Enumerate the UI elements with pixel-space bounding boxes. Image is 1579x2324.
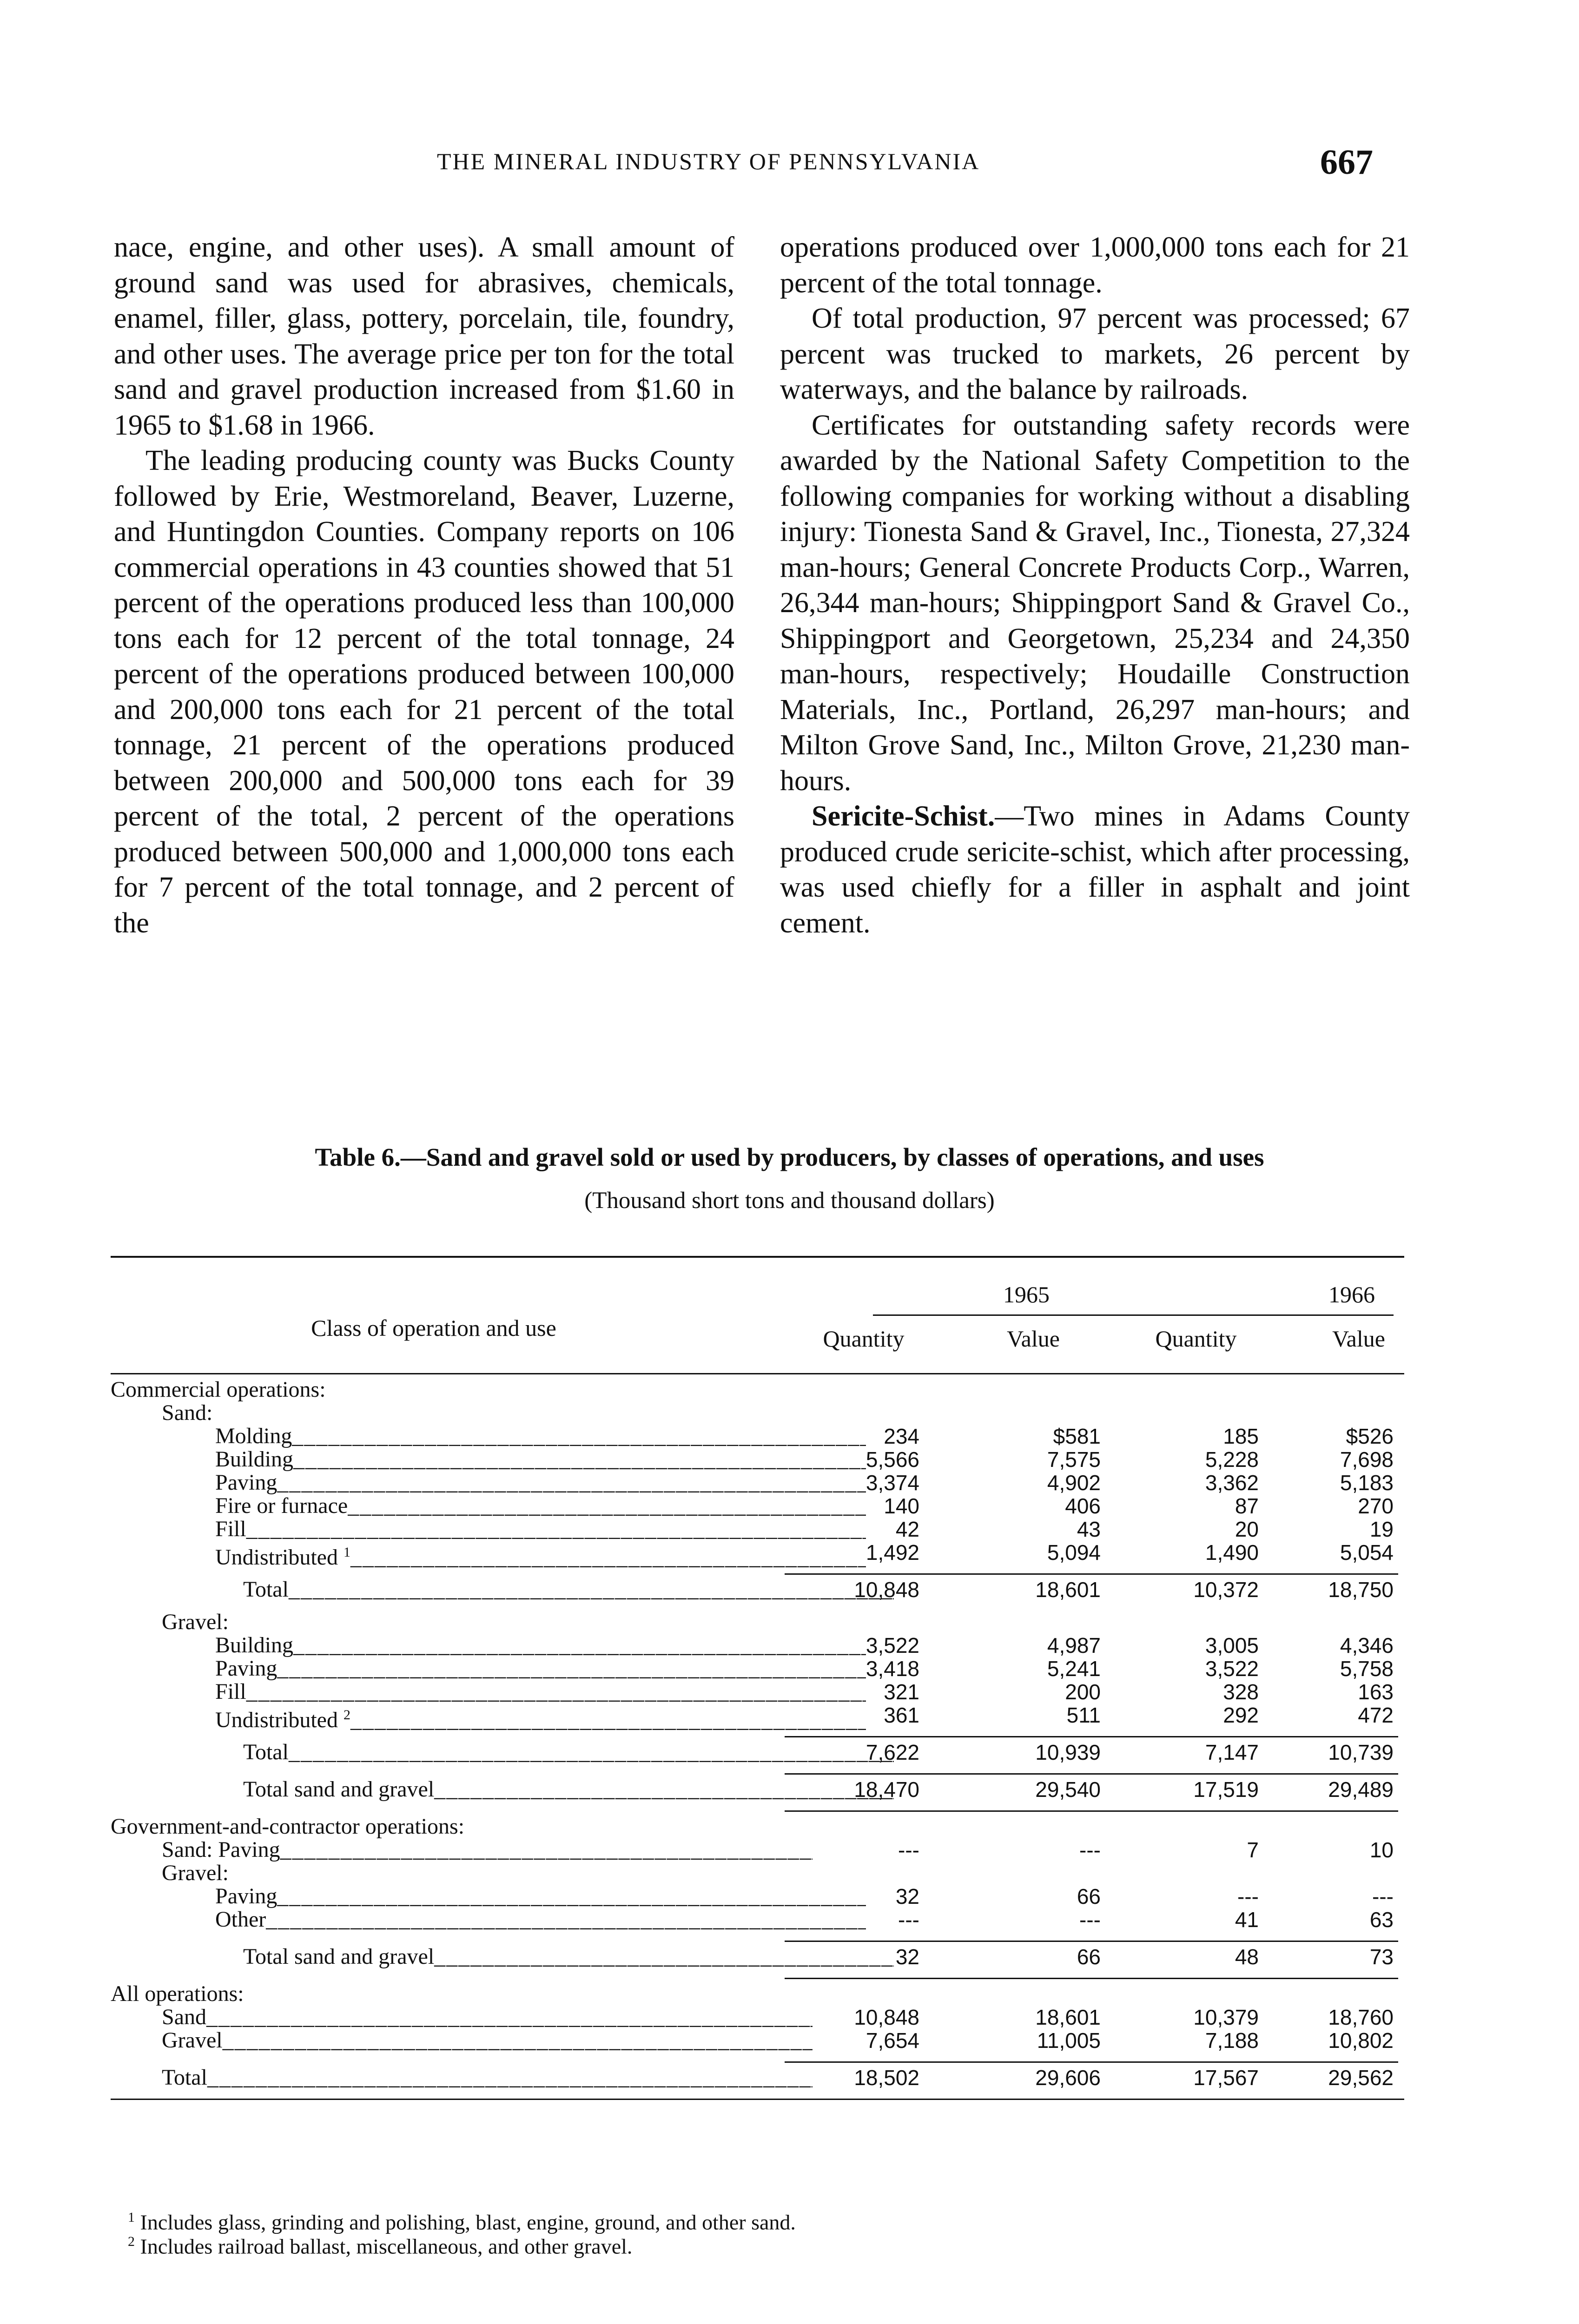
cell: 234 bbox=[884, 1424, 919, 1448]
cell: 185 bbox=[1223, 1424, 1259, 1448]
cell: 73 bbox=[1369, 1945, 1394, 1969]
footnote-text: Includes glass, grinding and polishing, blast, engine, ground, and other sand. bbox=[140, 2210, 796, 2234]
cell: 1,492 bbox=[865, 1540, 919, 1565]
footnote-2 bbox=[128, 2230, 632, 2258]
sum-rule bbox=[785, 1810, 1398, 1812]
cell: 5,228 bbox=[1205, 1447, 1259, 1472]
page-number: 667 bbox=[1320, 143, 1373, 182]
cell: 87 bbox=[1235, 1494, 1259, 1518]
cell: 1,490 bbox=[1205, 1540, 1259, 1565]
cell: 18,601 bbox=[1035, 2005, 1101, 2029]
row-label: Total sand and gravel _____ bbox=[111, 1778, 894, 1801]
row-label: Fill _____ bbox=[111, 1680, 866, 1703]
cell: 7,188 bbox=[1205, 2028, 1259, 2053]
cell: 10,939 bbox=[1035, 1740, 1101, 1764]
subsection-heading-row bbox=[111, 1862, 1404, 1885]
table-row bbox=[111, 1680, 1404, 1703]
row-label: Sand: Paving _____ bbox=[111, 1838, 813, 1862]
cell: 5,054 bbox=[1340, 1540, 1394, 1565]
cell: --- bbox=[898, 1908, 919, 1932]
paragraph: nace, engine, and other uses). A small amount of ground sand was used for abrasives, chemicals, enamel, filler, glass, pottery, porcelain, tile, foundry, and other uses. The average price per ton for the total sand and gravel production increased from $1.60 in 1965 to $1.68 in 1966. bbox=[114, 231, 734, 441]
paragraph bbox=[780, 799, 1410, 941]
table-row bbox=[111, 1448, 1404, 1471]
row-label: Government-and-contractor operations: bbox=[111, 1815, 465, 1838]
row-label: Building _____ bbox=[111, 1448, 866, 1471]
cell: 406 bbox=[1065, 1494, 1101, 1518]
sum-rule bbox=[785, 1941, 1398, 1942]
cell: 10,848 bbox=[854, 1578, 919, 1602]
table-row bbox=[111, 1634, 1404, 1657]
year-underline bbox=[873, 1314, 1394, 1316]
right-text-column bbox=[780, 230, 1410, 941]
running-head: THE MINERAL INDUSTRY OF PENNSYLVANIA bbox=[437, 148, 980, 174]
column-header-year-1966: 1966 bbox=[1328, 1281, 1375, 1307]
section-heading-row bbox=[111, 1378, 1404, 1401]
cell: $581 bbox=[1053, 1424, 1101, 1448]
cell: 4,346 bbox=[1340, 1633, 1394, 1657]
cell: 10 bbox=[1369, 1838, 1394, 1862]
cell: 361 bbox=[884, 1703, 919, 1727]
cell: 10,379 bbox=[1193, 2005, 1259, 2029]
column-header-quantity: Quantity bbox=[1155, 1326, 1237, 1352]
row-label: Paving _____ bbox=[111, 1657, 866, 1680]
cell: 3,005 bbox=[1205, 1633, 1259, 1657]
row-label: Gravel: bbox=[162, 1862, 229, 1885]
cell: 43 bbox=[1077, 1517, 1101, 1541]
column-header-value: Value bbox=[1332, 1326, 1385, 1352]
cell: 32 bbox=[895, 1884, 919, 1908]
cell: 18,760 bbox=[1328, 2005, 1394, 2029]
cell: 3,522 bbox=[1205, 1657, 1259, 1681]
cell: 66 bbox=[1077, 1945, 1101, 1969]
cell: 7,654 bbox=[865, 2028, 919, 2053]
row-label-text: Undistributed bbox=[215, 1708, 338, 1732]
row-label: Paving _____ bbox=[111, 1471, 866, 1494]
cell: 292 bbox=[1223, 1703, 1259, 1727]
cell: 17,567 bbox=[1193, 2066, 1259, 2090]
cell: 29,562 bbox=[1328, 2066, 1394, 2090]
cell: $526 bbox=[1346, 1424, 1394, 1448]
row-label: Other _____ bbox=[111, 1908, 866, 1931]
table-row bbox=[111, 2006, 1404, 2029]
cell: 7,622 bbox=[865, 1740, 919, 1764]
column-header-quantity: Quantity bbox=[823, 1326, 905, 1352]
cell: 10,372 bbox=[1193, 1578, 1259, 1602]
row-label: Total _____ bbox=[111, 1578, 894, 1601]
table-title: Table 6.—Sand and gravel sold or used by producers, by classes of operations, and uses bbox=[315, 1143, 1264, 1171]
total-row bbox=[111, 1578, 1404, 1601]
cell: 3,522 bbox=[865, 1633, 919, 1657]
left-text-column bbox=[114, 230, 734, 941]
cell: 17,519 bbox=[1193, 1777, 1259, 1802]
cell: 11,005 bbox=[1037, 2028, 1101, 2053]
subsection-heading-row bbox=[111, 1401, 1404, 1425]
table-row bbox=[111, 1471, 1404, 1494]
table-row bbox=[111, 1838, 1404, 1862]
sum-rule bbox=[785, 1978, 1398, 1979]
paragraph-text: —Two mines in Adams County produced crude sericite-schist, which after processing, was used chiefly for a filler in asphalt and joint cement. bbox=[780, 800, 1410, 939]
cell: 18,470 bbox=[854, 1777, 919, 1802]
row-label: Total _____ bbox=[111, 2066, 813, 2089]
total-row bbox=[111, 1945, 1404, 1968]
row-label: Total _____ bbox=[111, 1741, 894, 1764]
column-header-year-1965: 1965 bbox=[1003, 1281, 1050, 1307]
cell: --- bbox=[1372, 1884, 1394, 1908]
cell: 18,750 bbox=[1328, 1578, 1394, 1602]
cell: 3,362 bbox=[1205, 1471, 1259, 1495]
cell: 140 bbox=[884, 1494, 919, 1518]
subsection-heading-row bbox=[111, 1611, 1404, 1634]
cell: 32 bbox=[895, 1945, 919, 1969]
cell: 5,566 bbox=[865, 1447, 919, 1472]
cell: 5,758 bbox=[1340, 1657, 1394, 1681]
table-top-rule bbox=[111, 1256, 1404, 1258]
paragraph: Certificates for outstanding safety records were awarded by the National Safety Competition to the following companies for working without a disabling injury: Tionesta Sand & Gravel, Inc., Tionesta, 27,324 man-hours; General Concrete Products Corp., Warren, 26,344 man-hours; Shippingport Sand & Gravel Co., Shippingport and Georgetown, 25,234 and 24,350 man-hours, respectively; Houdaille Construction Materials, Inc., Portland, 26,297 man-hours; and Milton Grove Sand, Inc., Milton Grove, 21,230 man-hours. bbox=[780, 409, 1410, 797]
sum-rule bbox=[785, 1736, 1398, 1737]
cell: 4,902 bbox=[1047, 1471, 1101, 1495]
cell: 10,848 bbox=[854, 2005, 919, 2029]
cell: 7,147 bbox=[1205, 1740, 1259, 1764]
cell: 41 bbox=[1235, 1908, 1259, 1932]
cell: 7,698 bbox=[1340, 1447, 1394, 1472]
cell: 163 bbox=[1358, 1680, 1394, 1704]
cell: 18,502 bbox=[854, 2066, 919, 2090]
cell: 10,739 bbox=[1328, 1740, 1394, 1764]
cell: 42 bbox=[895, 1517, 919, 1541]
footnote-mark: 2 bbox=[343, 1707, 350, 1723]
cell: 4,987 bbox=[1047, 1633, 1101, 1657]
row-label: Gravel _____ bbox=[111, 2029, 813, 2052]
cell: 511 bbox=[1066, 1703, 1101, 1727]
cell: --- bbox=[1237, 1884, 1259, 1908]
row-label: Total sand and gravel _____ bbox=[111, 1945, 894, 1968]
row-label: Building _____ bbox=[111, 1634, 866, 1657]
cell: 66 bbox=[1077, 1884, 1101, 1908]
cell: 321 bbox=[884, 1680, 919, 1704]
cell: 200 bbox=[1065, 1680, 1101, 1704]
row-label: Fill _____ bbox=[111, 1518, 866, 1541]
cell: 10,802 bbox=[1328, 2028, 1394, 2053]
column-header-class: Class of operation and use bbox=[311, 1315, 556, 1341]
paragraph: Of total production, 97 percent was processed; 67 percent was trucked to markets, 26 percent by waterways, and the balance by railroads. bbox=[780, 303, 1410, 405]
cell: --- bbox=[1079, 1838, 1101, 1862]
cell: 5,183 bbox=[1340, 1471, 1394, 1495]
cell: 29,606 bbox=[1035, 2066, 1101, 2090]
row-label: Fire or furnace _____ bbox=[111, 1494, 866, 1518]
cell: 472 bbox=[1358, 1703, 1394, 1727]
cell: 328 bbox=[1223, 1680, 1259, 1704]
row-label: Sand: bbox=[162, 1401, 213, 1425]
footnote-mark: 2 bbox=[128, 2234, 135, 2249]
table-row bbox=[111, 1908, 1404, 1931]
table-row bbox=[111, 1885, 1404, 1908]
cell: 29,489 bbox=[1328, 1777, 1394, 1802]
cell: 20 bbox=[1235, 1517, 1259, 1541]
run-in-heading: Sericite-Schist. bbox=[812, 800, 995, 832]
row-label: Paving _____ bbox=[111, 1885, 866, 1908]
cell: 5,094 bbox=[1047, 1540, 1101, 1565]
cell: 7 bbox=[1247, 1838, 1259, 1862]
row-label: Sand _____ bbox=[111, 2006, 813, 2029]
footnote-mark: 1 bbox=[128, 2210, 135, 2225]
table-row bbox=[111, 2029, 1404, 2052]
sum-rule bbox=[785, 1773, 1398, 1775]
cell: 63 bbox=[1369, 1908, 1394, 1932]
cell: 18,601 bbox=[1035, 1578, 1101, 1602]
table-row bbox=[111, 1657, 1404, 1680]
cell: 3,418 bbox=[865, 1657, 919, 1681]
paragraph: operations produced over 1,000,000 tons each for 21 percent of the total tonnage. bbox=[780, 231, 1410, 299]
cell: 270 bbox=[1358, 1494, 1394, 1518]
table-row bbox=[111, 1703, 1404, 1732]
cell: 3,374 bbox=[865, 1471, 919, 1495]
row-label: Gravel: bbox=[162, 1611, 229, 1634]
data-table bbox=[111, 1278, 1404, 2099]
table-row bbox=[111, 1518, 1404, 1541]
footnote-mark: 1 bbox=[343, 1545, 350, 1560]
table-subtitle: (Thousand short tons and thousand dollars) bbox=[584, 1188, 995, 1214]
footnote-text: Includes railroad ballast, miscellaneous, and other gravel. bbox=[140, 2234, 633, 2258]
table-row bbox=[111, 1494, 1404, 1518]
row-label: Commercial operations: bbox=[111, 1378, 326, 1401]
cell: 7,575 bbox=[1047, 1447, 1101, 1472]
table-row bbox=[111, 1425, 1404, 1448]
total-row bbox=[111, 1778, 1404, 1801]
row-label bbox=[111, 1541, 866, 1569]
sum-rule bbox=[785, 1573, 1398, 1575]
section-heading-row bbox=[111, 1815, 1404, 1838]
row-label: Molding _____ bbox=[111, 1425, 866, 1448]
row-label: All operations: bbox=[111, 1982, 244, 2006]
cell: --- bbox=[898, 1838, 919, 1862]
paragraph: The leading producing county was Bucks County followed by Erie, Westmoreland, Beaver, Luzerne, and Huntingdon Counties. Company reports on 106 commercial operations in 43 counties showed that 51 percent of the operations produced less than 100,000 tons each for 12 percent of the total tonnage, 24 percent of the operations produced between 100,000 and 200,000 tons each for 21 percent of the total tonnage, 21 percent of the operations produced between 200,000 and 500,000 tons each for 39 percent of the total, 2 percent of the operations produced between 500,000 and 1,000,000 tons each for 7 percent of the total tonnage, and 2 percent of the bbox=[114, 445, 734, 939]
total-row bbox=[111, 1741, 1404, 1764]
row-label-text: Undistributed bbox=[215, 1545, 338, 1569]
total-row bbox=[111, 2066, 1404, 2089]
column-header-value: Value bbox=[1007, 1326, 1060, 1352]
section-heading-row bbox=[111, 1982, 1404, 2006]
cell: 48 bbox=[1235, 1945, 1259, 1969]
cell: 19 bbox=[1369, 1517, 1394, 1541]
table-row bbox=[111, 1540, 1404, 1569]
cell: --- bbox=[1079, 1908, 1101, 1932]
table-header bbox=[111, 1278, 1404, 1378]
table-bottom-rule bbox=[111, 2099, 1404, 2100]
row-label bbox=[111, 1703, 866, 1732]
sum-rule bbox=[785, 2061, 1398, 2063]
cell: 29,540 bbox=[1035, 1777, 1101, 1802]
cell: 5,241 bbox=[1047, 1657, 1101, 1681]
